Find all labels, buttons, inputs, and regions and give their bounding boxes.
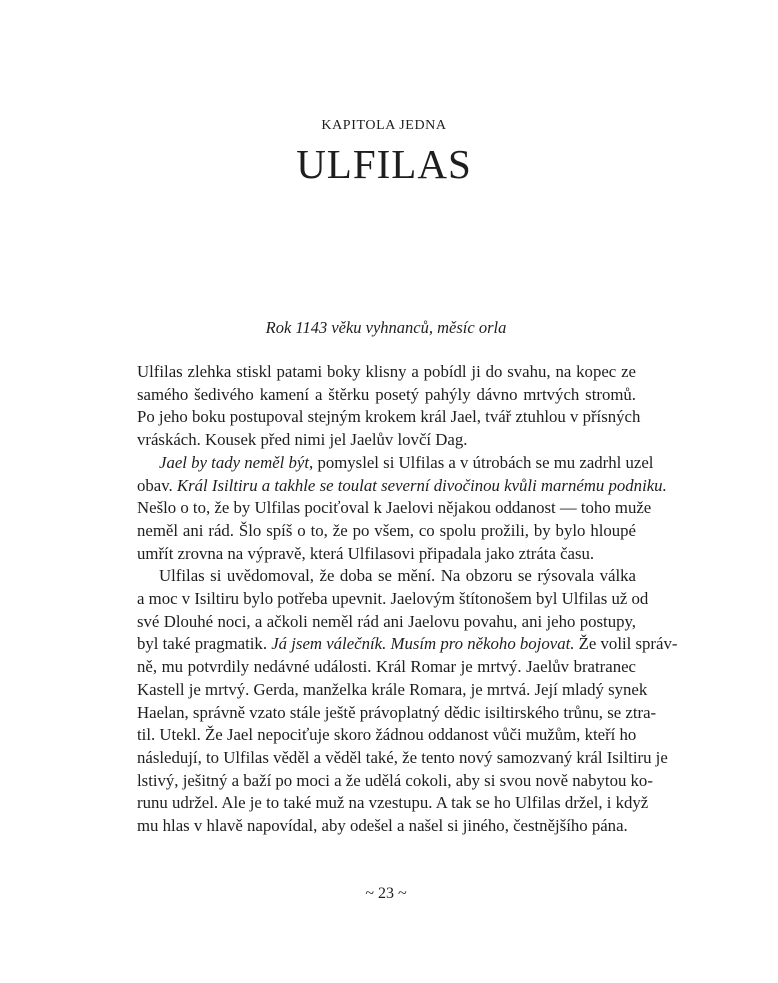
text-line: a moc v Isiltiru bylo potřeba upevnit. Jaelovým štítonošem byl Ulfilas už od (137, 589, 649, 609)
text-line: ně, mu potvrdily nedávné události. Král Romar je mrtvý. Jaelův bratranec (137, 657, 636, 677)
text-line: samého šedivého kamení a štěrku posetý pahýly dávno mrtvých stromů. (137, 384, 636, 404)
text-line: Ulfilas zlehka stiskl patami boky klisny a pobídl ji do svahu, na kopec ze (137, 362, 636, 381)
dateline: Rok 1143 věku vyhnanců, měsíc orla (265, 318, 507, 337)
text-line: neměl ani rád. Šlo spíš o to, že po všem, co spolu prožili, by bylo hloupé (137, 520, 636, 540)
text-line: vráskách. Kousek před nimi jel Jaelův lovčí Dag. (137, 430, 468, 450)
text-line: Po jeho boku postupoval stejným krokem král Jael, tvář ztuhlou v přísných (137, 407, 641, 427)
text-line: lstivý, ješitný a baží po moci a že udělá cokoli, aby si svou nově nabytou ko- (137, 770, 653, 790)
text-line: umřít zrovna na výpravě, která Ulfilasovi připadala jako ztráta času. (137, 543, 595, 563)
text-line: runu udržel. Ale je to také muž na vzestupu. A tak se ho Ulfilas držel, i když (137, 793, 649, 813)
text-line: své Dlouhé noci, a ačkoli neměl rád ani Jaelovu povahu, ani jeho postupy, (137, 611, 636, 631)
body-text (137, 361, 678, 838)
text-line: Kastell je mrtvý. Gerda, manželka krále Romara, je mrtvá. Její mladý synek (137, 679, 648, 699)
chapter-label: KAPITOLA JEDNA (321, 118, 447, 133)
text-line: obav. Král Isiltiru a takhle se toulat severní divočinou kvůli marnému podniku. (137, 475, 667, 495)
chapter-title: ULFILAS (296, 141, 472, 187)
text-line: Jael by tady neměl být, pomyslel si Ulfilas a v útrobách se mu zadrhl uzel (159, 452, 654, 472)
text-line: Ulfilas si uvědomoval, že doba se mění. Na obzoru se rýsovala válka (159, 566, 636, 586)
text-line: Haelan, správně vzato stále ještě právoplatný dědic isiltirského trůnu, se ztra- (137, 702, 657, 722)
text-line: byl také pragmatik. Já jsem válečník. Musím pro někoho bojovat. Že volil správ- (137, 634, 678, 654)
page-number: ~ 23 ~ (365, 885, 407, 902)
text-line: til. Utekl. Že Jael nepociťuje skoro žádnou oddanost vůči mužům, kteří ho (137, 725, 637, 745)
text-line: mu hlas v hlavě napovídal, aby odešel a našel si jiného, čestnějšího pána. (137, 816, 628, 836)
text-line: následují, to Ulfilas věděl a věděl také, že tento nový samozvaný král Isiltiru je (137, 747, 668, 767)
text-line: Nešlo o to, že by Ulfilas pociťoval k Jaelovi nějakou oddanost — toho muže (137, 498, 652, 518)
